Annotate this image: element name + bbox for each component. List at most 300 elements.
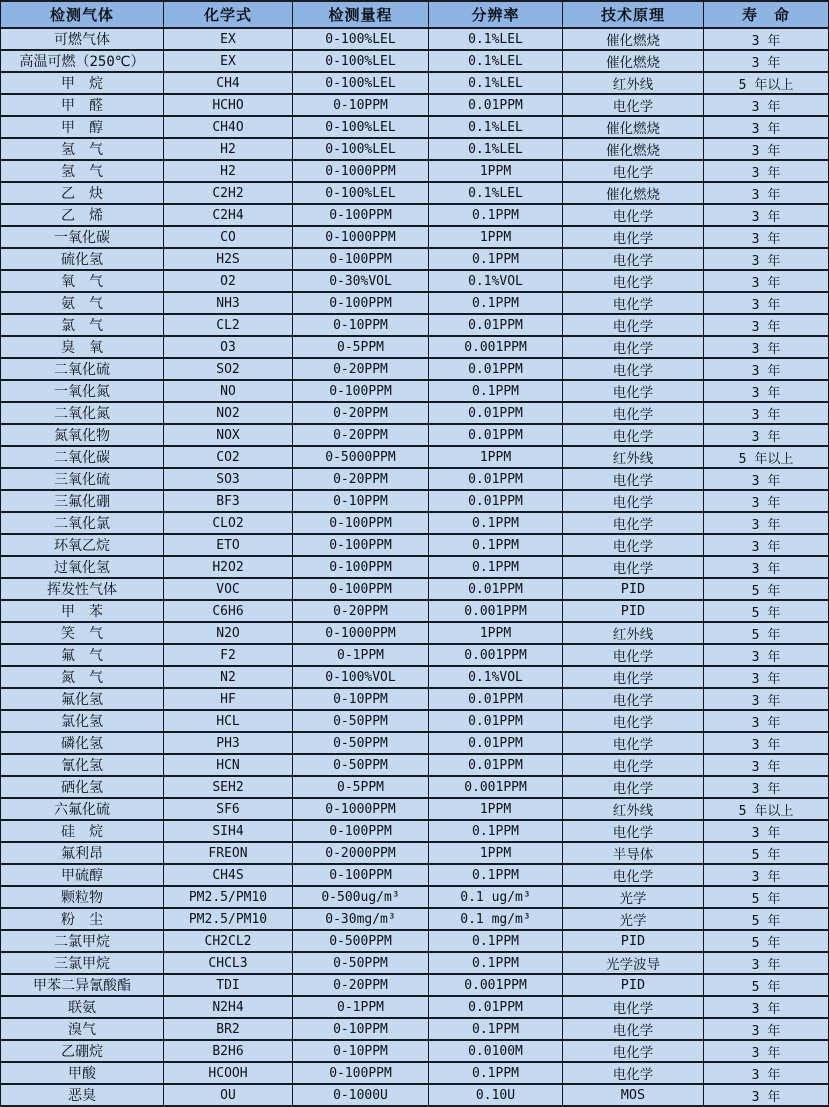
table-row bbox=[1, 578, 829, 600]
cell-principle: 电化学 bbox=[563, 314, 704, 336]
cell-resolution: 1PPM bbox=[429, 798, 563, 820]
cell-resolution: 0.01PPM bbox=[429, 358, 563, 380]
cell-gas-name: 氟利昂 bbox=[1, 842, 164, 864]
cell-lifespan: 3 年 bbox=[704, 710, 829, 732]
cell-resolution: 0.01PPM bbox=[429, 688, 563, 710]
cell-formula: CH4S bbox=[164, 864, 293, 886]
table-row bbox=[1, 402, 829, 424]
cell-lifespan: 3 年 bbox=[704, 644, 829, 666]
cell-range: 0-100%LEL bbox=[293, 72, 429, 94]
table-row bbox=[1, 908, 829, 930]
cell-formula: NOX bbox=[164, 424, 293, 446]
table-row bbox=[1, 160, 829, 182]
cell-gas-name: 甲硫醇 bbox=[1, 864, 164, 886]
cell-gas-name: 氟化氢 bbox=[1, 688, 164, 710]
header-row bbox=[1, 1, 829, 28]
cell-formula: C2H2 bbox=[164, 182, 293, 204]
cell-lifespan: 3 年 bbox=[704, 138, 829, 160]
table-row bbox=[1, 490, 829, 512]
cell-gas-name: 二氧化硫 bbox=[1, 358, 164, 380]
cell-resolution: 0.10U bbox=[429, 1084, 563, 1106]
column-header-principle: 技术原理 bbox=[563, 1, 704, 28]
table-row bbox=[1, 50, 829, 72]
table-row bbox=[1, 446, 829, 468]
cell-gas-name: 二氯甲烷 bbox=[1, 930, 164, 952]
cell-gas-name: 氨 气 bbox=[1, 292, 164, 314]
table-header bbox=[1, 1, 829, 28]
cell-gas-name: 氧 气 bbox=[1, 270, 164, 292]
cell-formula: HCHO bbox=[164, 94, 293, 116]
cell-principle: 电化学 bbox=[563, 864, 704, 886]
cell-lifespan: 3 年 bbox=[704, 556, 829, 578]
cell-resolution: 0.1PPM bbox=[429, 248, 563, 270]
cell-range: 0-20PPM bbox=[293, 424, 429, 446]
cell-formula: EX bbox=[164, 28, 293, 50]
cell-resolution: 0.01PPM bbox=[429, 314, 563, 336]
cell-range: 0-5PPM bbox=[293, 776, 429, 798]
cell-gas-name: 过氧化氢 bbox=[1, 556, 164, 578]
cell-range: 0-2000PPM bbox=[293, 842, 429, 864]
table-row bbox=[1, 666, 829, 688]
cell-formula: O2 bbox=[164, 270, 293, 292]
cell-resolution: 0.01PPM bbox=[429, 94, 563, 116]
cell-resolution: 0.01PPM bbox=[429, 710, 563, 732]
cell-gas-name: 磷化氢 bbox=[1, 732, 164, 754]
cell-resolution: 0.1PPM bbox=[429, 930, 563, 952]
cell-lifespan: 3 年 bbox=[704, 1084, 829, 1106]
cell-lifespan: 3 年 bbox=[704, 160, 829, 182]
table-row bbox=[1, 204, 829, 226]
table-row bbox=[1, 424, 829, 446]
cell-range: 0-20PPM bbox=[293, 974, 429, 996]
cell-principle: 催化燃烧 bbox=[563, 182, 704, 204]
cell-resolution: 0.1PPM bbox=[429, 864, 563, 886]
cell-resolution: 0.01PPM bbox=[429, 402, 563, 424]
cell-principle: 电化学 bbox=[563, 94, 704, 116]
cell-gas-name: 环氧乙烷 bbox=[1, 534, 164, 556]
cell-lifespan: 5 年 bbox=[704, 886, 829, 908]
cell-formula: TDI bbox=[164, 974, 293, 996]
cell-principle: 催化燃烧 bbox=[563, 28, 704, 50]
cell-principle: 电化学 bbox=[563, 468, 704, 490]
cell-resolution: 0.1PPM bbox=[429, 556, 563, 578]
cell-formula: FREON bbox=[164, 842, 293, 864]
cell-principle: 电化学 bbox=[563, 688, 704, 710]
cell-principle: 光学 bbox=[563, 908, 704, 930]
cell-range: 0-100PPM bbox=[293, 292, 429, 314]
cell-gas-name: 溴气 bbox=[1, 1018, 164, 1040]
cell-principle: 电化学 bbox=[563, 204, 704, 226]
cell-lifespan: 3 年 bbox=[704, 248, 829, 270]
cell-range: 0-100PPM bbox=[293, 380, 429, 402]
cell-gas-name: 氯 气 bbox=[1, 314, 164, 336]
cell-gas-name: 硒化氢 bbox=[1, 776, 164, 798]
cell-resolution: 0.1 mg/m³ bbox=[429, 908, 563, 930]
cell-resolution: 0.001PPM bbox=[429, 974, 563, 996]
column-header-range: 检测量程 bbox=[293, 1, 429, 28]
cell-lifespan: 3 年 bbox=[704, 270, 829, 292]
cell-range: 0-100PPM bbox=[293, 512, 429, 534]
cell-resolution: 1PPM bbox=[429, 446, 563, 468]
cell-resolution: 0.001PPM bbox=[429, 600, 563, 622]
cell-principle: 电化学 bbox=[563, 710, 704, 732]
cell-principle: 光学 bbox=[563, 886, 704, 908]
cell-formula: PM2.5/PM10 bbox=[164, 886, 293, 908]
cell-principle: 电化学 bbox=[563, 1062, 704, 1084]
cell-range: 0-500ug/m³ bbox=[293, 886, 429, 908]
cell-principle: 电化学 bbox=[563, 358, 704, 380]
cell-resolution: 0.1PPM bbox=[429, 1018, 563, 1040]
cell-lifespan: 5 年 bbox=[704, 974, 829, 996]
cell-principle: 催化燃烧 bbox=[563, 116, 704, 138]
cell-principle: PID bbox=[563, 930, 704, 952]
cell-range: 0-20PPM bbox=[293, 358, 429, 380]
cell-formula: HCN bbox=[164, 754, 293, 776]
cell-resolution: 0.01PPM bbox=[429, 424, 563, 446]
cell-principle: 红外线 bbox=[563, 622, 704, 644]
cell-range: 0-10PPM bbox=[293, 94, 429, 116]
cell-principle: 电化学 bbox=[563, 820, 704, 842]
table-row bbox=[1, 314, 829, 336]
cell-principle: 电化学 bbox=[563, 490, 704, 512]
cell-resolution: 0.01PPM bbox=[429, 490, 563, 512]
table-row bbox=[1, 1040, 829, 1062]
cell-formula: H2O2 bbox=[164, 556, 293, 578]
cell-formula: ETO bbox=[164, 534, 293, 556]
cell-range: 0-50PPM bbox=[293, 952, 429, 974]
cell-lifespan: 3 年 bbox=[704, 1018, 829, 1040]
table-row bbox=[1, 996, 829, 1018]
cell-lifespan: 3 年 bbox=[704, 1040, 829, 1062]
cell-formula: BF3 bbox=[164, 490, 293, 512]
cell-gas-name: 乙 炔 bbox=[1, 182, 164, 204]
cell-gas-name: 挥发性气体 bbox=[1, 578, 164, 600]
cell-range: 0-100%LEL bbox=[293, 182, 429, 204]
cell-formula: N2O bbox=[164, 622, 293, 644]
cell-formula: CO bbox=[164, 226, 293, 248]
cell-range: 0-30%VOL bbox=[293, 270, 429, 292]
column-header-lifespan: 寿 命 bbox=[704, 1, 829, 28]
cell-range: 0-1000PPM bbox=[293, 160, 429, 182]
cell-range: 0-100%LEL bbox=[293, 28, 429, 50]
cell-resolution: 0.1PPM bbox=[429, 380, 563, 402]
cell-range: 0-100PPM bbox=[293, 556, 429, 578]
table-row bbox=[1, 732, 829, 754]
table-row bbox=[1, 534, 829, 556]
cell-resolution: 0.01PPM bbox=[429, 578, 563, 600]
cell-formula: H2S bbox=[164, 248, 293, 270]
cell-lifespan: 3 年 bbox=[704, 468, 829, 490]
cell-principle: 电化学 bbox=[563, 424, 704, 446]
cell-formula: CO2 bbox=[164, 446, 293, 468]
cell-principle: 电化学 bbox=[563, 336, 704, 358]
cell-range: 0-20PPM bbox=[293, 468, 429, 490]
cell-principle: 电化学 bbox=[563, 292, 704, 314]
cell-lifespan: 5 年 bbox=[704, 600, 829, 622]
cell-principle: 电化学 bbox=[563, 534, 704, 556]
cell-lifespan: 3 年 bbox=[704, 820, 829, 842]
cell-resolution: 0.01PPM bbox=[429, 732, 563, 754]
cell-resolution: 0.01PPM bbox=[429, 468, 563, 490]
cell-formula: HCL bbox=[164, 710, 293, 732]
cell-resolution: 0.01PPM bbox=[429, 996, 563, 1018]
table-row bbox=[1, 754, 829, 776]
cell-range: 0-10PPM bbox=[293, 1040, 429, 1062]
cell-principle: 电化学 bbox=[563, 380, 704, 402]
cell-resolution: 0.1PPM bbox=[429, 1062, 563, 1084]
cell-formula: H2 bbox=[164, 160, 293, 182]
cell-formula: H2 bbox=[164, 138, 293, 160]
table-row bbox=[1, 600, 829, 622]
cell-range: 0-100PPM bbox=[293, 864, 429, 886]
cell-range: 0-100PPM bbox=[293, 578, 429, 600]
cell-lifespan: 3 年 bbox=[704, 226, 829, 248]
cell-principle: 光学波导 bbox=[563, 952, 704, 974]
cell-principle: 电化学 bbox=[563, 402, 704, 424]
cell-gas-name: 恶臭 bbox=[1, 1084, 164, 1106]
cell-formula: CL2 bbox=[164, 314, 293, 336]
cell-formula: CLO2 bbox=[164, 512, 293, 534]
cell-lifespan: 3 年 bbox=[704, 292, 829, 314]
cell-gas-name: 甲 烷 bbox=[1, 72, 164, 94]
cell-formula: NH3 bbox=[164, 292, 293, 314]
cell-lifespan: 5 年 bbox=[704, 930, 829, 952]
table-row bbox=[1, 864, 829, 886]
cell-formula: NO2 bbox=[164, 402, 293, 424]
column-header-gas: 检测气体 bbox=[1, 1, 164, 28]
table-row bbox=[1, 182, 829, 204]
cell-principle: 红外线 bbox=[563, 72, 704, 94]
cell-lifespan: 5 年 bbox=[704, 842, 829, 864]
cell-gas-name: 氰化氢 bbox=[1, 754, 164, 776]
cell-formula: N2H4 bbox=[164, 996, 293, 1018]
cell-resolution: 0.1%VOL bbox=[429, 270, 563, 292]
cell-gas-name: 氢 气 bbox=[1, 160, 164, 182]
table-row bbox=[1, 820, 829, 842]
cell-principle: 电化学 bbox=[563, 644, 704, 666]
cell-principle: PID bbox=[563, 600, 704, 622]
cell-principle: 红外线 bbox=[563, 446, 704, 468]
cell-lifespan: 3 年 bbox=[704, 28, 829, 50]
cell-lifespan: 5 年以上 bbox=[704, 446, 829, 468]
cell-formula: PM2.5/PM10 bbox=[164, 908, 293, 930]
cell-gas-name: 氮氧化物 bbox=[1, 424, 164, 446]
cell-principle: 电化学 bbox=[563, 754, 704, 776]
table-row bbox=[1, 226, 829, 248]
cell-range: 0-50PPM bbox=[293, 710, 429, 732]
cell-lifespan: 3 年 bbox=[704, 754, 829, 776]
cell-range: 0-1000U bbox=[293, 1084, 429, 1106]
cell-range: 0-100%LEL bbox=[293, 116, 429, 138]
cell-formula: B2H6 bbox=[164, 1040, 293, 1062]
cell-gas-name: 六氟化硫 bbox=[1, 798, 164, 820]
cell-formula: EX bbox=[164, 50, 293, 72]
cell-gas-name: 三氟化硼 bbox=[1, 490, 164, 512]
cell-resolution: 1PPM bbox=[429, 226, 563, 248]
table-row bbox=[1, 710, 829, 732]
table-row bbox=[1, 622, 829, 644]
cell-principle: 电化学 bbox=[563, 1040, 704, 1062]
cell-resolution: 0.1 ug/m³ bbox=[429, 886, 563, 908]
cell-range: 0-5000PPM bbox=[293, 446, 429, 468]
table-row bbox=[1, 798, 829, 820]
cell-gas-name: 高温可燃（250℃） bbox=[1, 50, 164, 72]
cell-resolution: 0.1%LEL bbox=[429, 50, 563, 72]
cell-range: 0-50PPM bbox=[293, 754, 429, 776]
table-row bbox=[1, 952, 829, 974]
cell-gas-name: 氟 气 bbox=[1, 644, 164, 666]
cell-resolution: 0.1PPM bbox=[429, 820, 563, 842]
cell-resolution: 0.1PPM bbox=[429, 952, 563, 974]
cell-resolution: 0.1PPM bbox=[429, 512, 563, 534]
column-header-resolution: 分辨率 bbox=[429, 1, 563, 28]
cell-lifespan: 3 年 bbox=[704, 182, 829, 204]
cell-range: 0-1000PPM bbox=[293, 798, 429, 820]
cell-gas-name: 硅 烷 bbox=[1, 820, 164, 842]
cell-lifespan: 3 年 bbox=[704, 490, 829, 512]
cell-lifespan: 3 年 bbox=[704, 534, 829, 556]
table-row bbox=[1, 248, 829, 270]
cell-gas-name: 硫化氢 bbox=[1, 248, 164, 270]
cell-lifespan: 3 年 bbox=[704, 666, 829, 688]
cell-formula: CH2CL2 bbox=[164, 930, 293, 952]
column-header-formula: 化学式 bbox=[164, 1, 293, 28]
cell-formula: NO bbox=[164, 380, 293, 402]
cell-formula: HCOOH bbox=[164, 1062, 293, 1084]
table-row bbox=[1, 292, 829, 314]
cell-gas-name: 一氧化碳 bbox=[1, 226, 164, 248]
cell-principle: 电化学 bbox=[563, 226, 704, 248]
cell-resolution: 0.0100M bbox=[429, 1040, 563, 1062]
cell-resolution: 0.1%LEL bbox=[429, 116, 563, 138]
cell-range: 0-1000PPM bbox=[293, 622, 429, 644]
cell-gas-name: 甲 醛 bbox=[1, 94, 164, 116]
cell-resolution: 0.001PPM bbox=[429, 644, 563, 666]
cell-lifespan: 5 年 bbox=[704, 578, 829, 600]
table-row bbox=[1, 116, 829, 138]
cell-lifespan: 3 年 bbox=[704, 358, 829, 380]
cell-formula: C2H4 bbox=[164, 204, 293, 226]
cell-resolution: 0.1PPM bbox=[429, 204, 563, 226]
cell-gas-name: 可燃气体 bbox=[1, 28, 164, 50]
cell-principle: 红外线 bbox=[563, 798, 704, 820]
table-row bbox=[1, 556, 829, 578]
cell-lifespan: 3 年 bbox=[704, 314, 829, 336]
cell-lifespan: 3 年 bbox=[704, 864, 829, 886]
cell-resolution: 0.1%VOL bbox=[429, 666, 563, 688]
cell-gas-name: 二氧化碳 bbox=[1, 446, 164, 468]
cell-principle: 电化学 bbox=[563, 666, 704, 688]
cell-gas-name: 氢 气 bbox=[1, 138, 164, 160]
table-row bbox=[1, 776, 829, 798]
cell-gas-name: 臭 氧 bbox=[1, 336, 164, 358]
cell-formula: CHCL3 bbox=[164, 952, 293, 974]
table-row bbox=[1, 1084, 829, 1106]
cell-resolution: 0.1PPM bbox=[429, 292, 563, 314]
cell-principle: 电化学 bbox=[563, 160, 704, 182]
cell-formula: C6H6 bbox=[164, 600, 293, 622]
cell-principle: PID bbox=[563, 974, 704, 996]
cell-resolution: 0.1PPM bbox=[429, 534, 563, 556]
cell-gas-name: 氮 气 bbox=[1, 666, 164, 688]
cell-gas-name: 甲酸 bbox=[1, 1062, 164, 1084]
cell-range: 0-100PPM bbox=[293, 204, 429, 226]
table-row bbox=[1, 336, 829, 358]
cell-principle: 电化学 bbox=[563, 776, 704, 798]
cell-gas-name: 乙硼烷 bbox=[1, 1040, 164, 1062]
cell-lifespan: 3 年 bbox=[704, 996, 829, 1018]
cell-formula: SEH2 bbox=[164, 776, 293, 798]
cell-lifespan: 3 年 bbox=[704, 50, 829, 72]
cell-gas-name: 联氨 bbox=[1, 996, 164, 1018]
table-row bbox=[1, 930, 829, 952]
cell-range: 0-20PPM bbox=[293, 402, 429, 424]
table-row bbox=[1, 688, 829, 710]
cell-formula: SIH4 bbox=[164, 820, 293, 842]
cell-principle: 电化学 bbox=[563, 1018, 704, 1040]
table-row bbox=[1, 886, 829, 908]
cell-lifespan: 3 年 bbox=[704, 336, 829, 358]
cell-range: 0-100%LEL bbox=[293, 50, 429, 72]
cell-gas-name: 粉 尘 bbox=[1, 908, 164, 930]
cell-range: 0-500PPM bbox=[293, 930, 429, 952]
cell-principle: 电化学 bbox=[563, 996, 704, 1018]
cell-range: 0-30mg/m³ bbox=[293, 908, 429, 930]
cell-formula: VOC bbox=[164, 578, 293, 600]
cell-lifespan: 5 年以上 bbox=[704, 72, 829, 94]
table-row bbox=[1, 270, 829, 292]
cell-principle: 电化学 bbox=[563, 556, 704, 578]
cell-resolution: 0.1%LEL bbox=[429, 182, 563, 204]
cell-principle: PID bbox=[563, 578, 704, 600]
table-row bbox=[1, 358, 829, 380]
table-row bbox=[1, 1018, 829, 1040]
cell-resolution: 0.1%LEL bbox=[429, 28, 563, 50]
cell-principle: 半导体 bbox=[563, 842, 704, 864]
cell-formula: BR2 bbox=[164, 1018, 293, 1040]
cell-range: 0-100PPM bbox=[293, 248, 429, 270]
table-row bbox=[1, 1062, 829, 1084]
cell-formula: SF6 bbox=[164, 798, 293, 820]
cell-resolution: 0.001PPM bbox=[429, 776, 563, 798]
cell-principle: 催化燃烧 bbox=[563, 138, 704, 160]
cell-formula: N2 bbox=[164, 666, 293, 688]
cell-range: 0-1PPM bbox=[293, 644, 429, 666]
cell-lifespan: 5 年 bbox=[704, 908, 829, 930]
cell-formula: SO2 bbox=[164, 358, 293, 380]
cell-range: 0-5PPM bbox=[293, 336, 429, 358]
cell-formula: HF bbox=[164, 688, 293, 710]
table-row bbox=[1, 138, 829, 160]
cell-gas-name: 二氧化氮 bbox=[1, 402, 164, 424]
table-row bbox=[1, 974, 829, 996]
cell-lifespan: 3 年 bbox=[704, 204, 829, 226]
cell-lifespan: 3 年 bbox=[704, 380, 829, 402]
cell-lifespan: 3 年 bbox=[704, 402, 829, 424]
cell-gas-name: 三氧化硫 bbox=[1, 468, 164, 490]
cell-resolution: 0.001PPM bbox=[429, 336, 563, 358]
cell-range: 0-1000PPM bbox=[293, 226, 429, 248]
cell-resolution: 0.1%LEL bbox=[429, 138, 563, 160]
cell-gas-name: 甲 苯 bbox=[1, 600, 164, 622]
cell-range: 0-10PPM bbox=[293, 688, 429, 710]
table-row bbox=[1, 842, 829, 864]
cell-formula: CH4 bbox=[164, 72, 293, 94]
cell-principle: 电化学 bbox=[563, 270, 704, 292]
cell-formula: PH3 bbox=[164, 732, 293, 754]
cell-gas-name: 颗粒物 bbox=[1, 886, 164, 908]
cell-lifespan: 3 年 bbox=[704, 1062, 829, 1084]
